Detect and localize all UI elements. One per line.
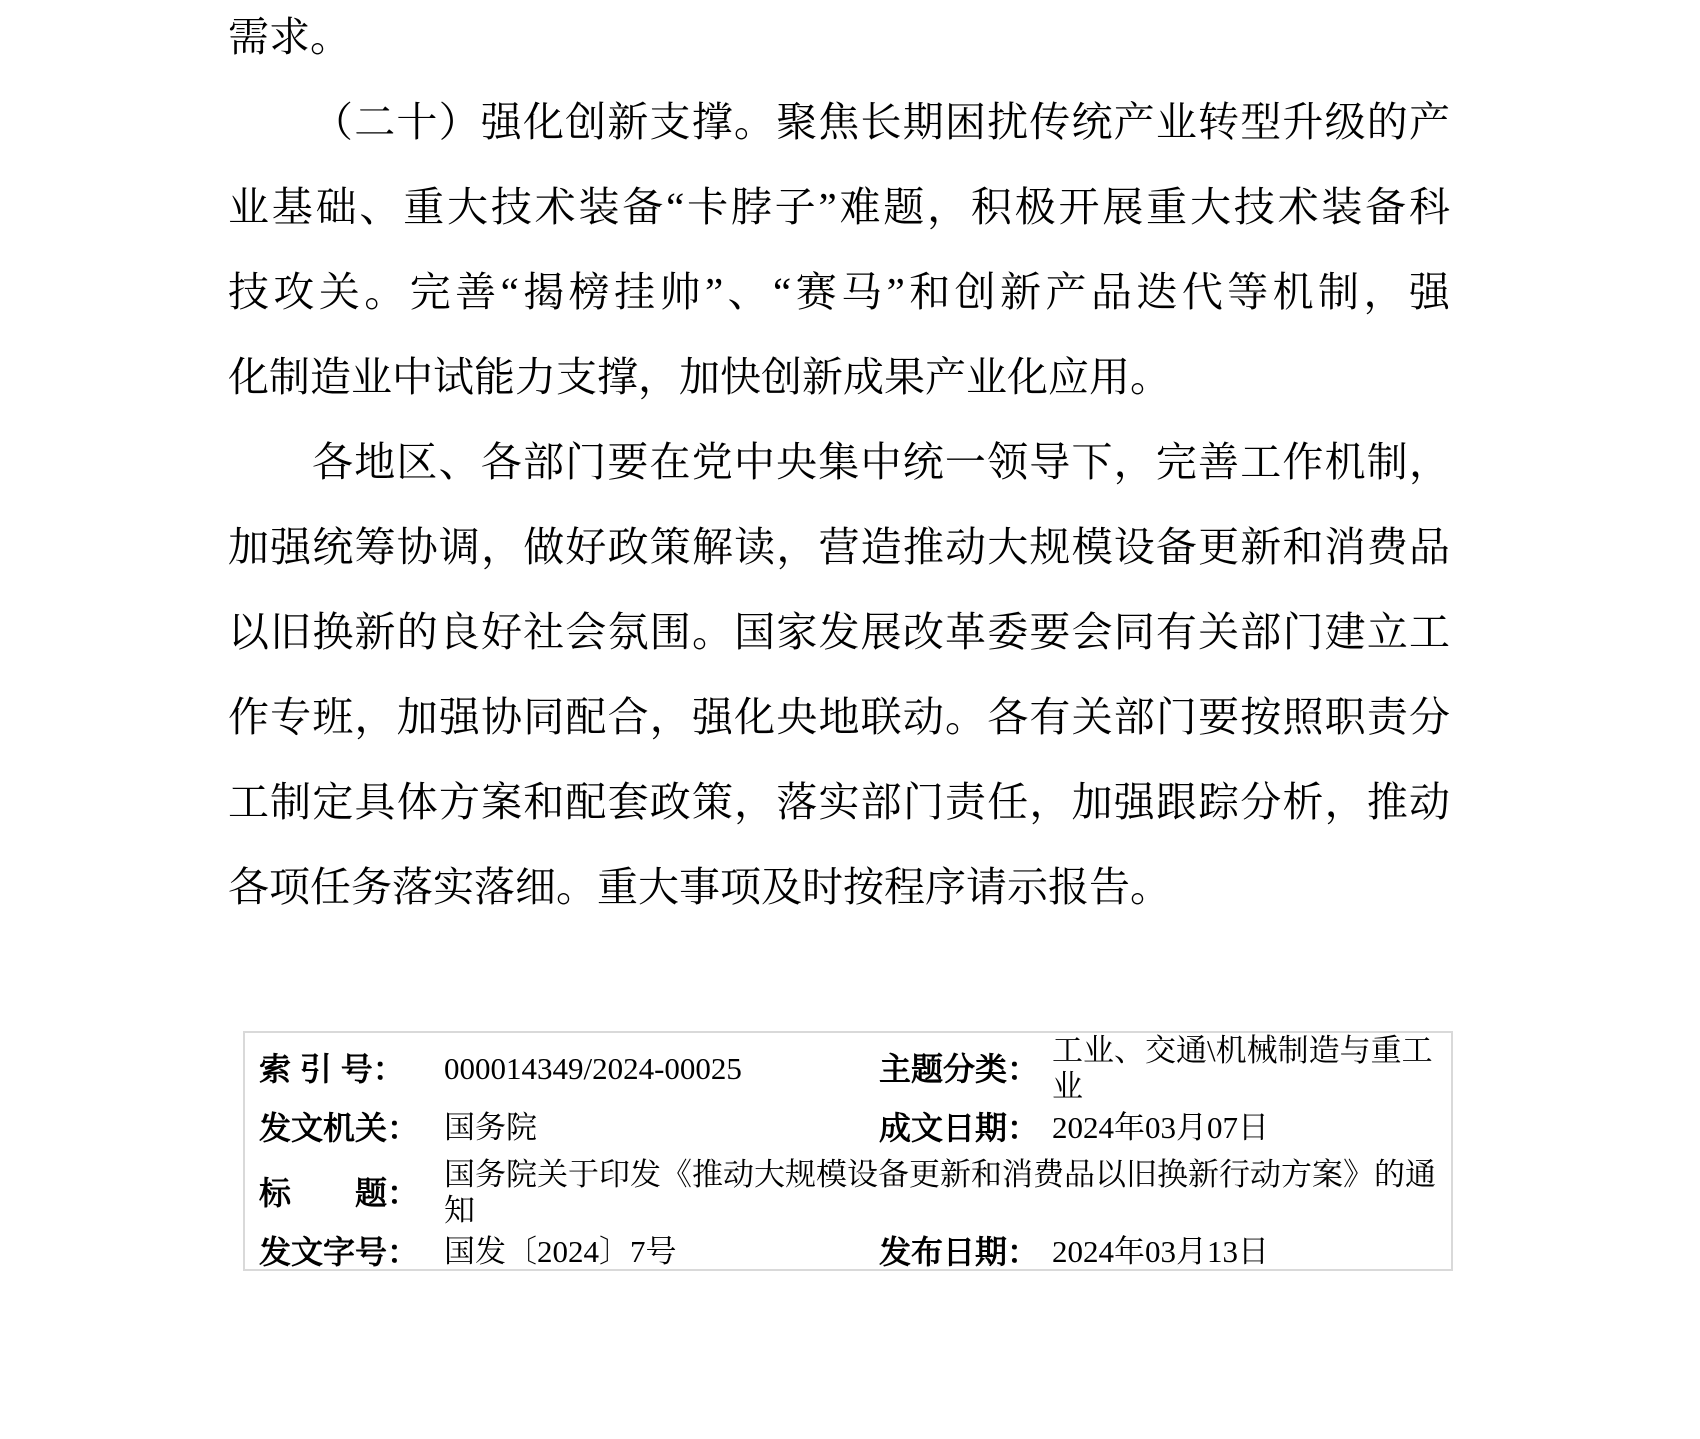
meta-value-doc-number: 国发〔2024〕7号	[444, 1234, 677, 1269]
meta-label-publish-date: 发布日期：	[879, 1234, 1040, 1270]
meta-value-issuer: 国务院	[444, 1110, 537, 1145]
meta-label-topic: 主题分类：	[879, 1051, 1040, 1087]
meta-label-written-date: 成文日期：	[879, 1110, 1040, 1146]
meta-value-written-date: 2024年03月07日	[1052, 1110, 1269, 1145]
meta-label-index: 索 引 号：	[259, 1051, 405, 1087]
meta-value-topic: 工业、交通\机械制造与重工业	[1052, 1033, 1433, 1104]
meta-label-doc-number: 发文字号：	[259, 1234, 420, 1270]
document-body	[228, 0, 1450, 930]
body-line: 各项任务落实落细。重大事项及时按程序请示报告。	[228, 864, 1171, 910]
body-line: 加强统筹协调，做好政策解读，营造推动大规模设备更新和消费品	[228, 524, 1450, 570]
body-line: 需求。	[228, 14, 351, 60]
meta-value-index: 000014349/2024-00025	[444, 1051, 742, 1086]
body-line: 作专班，加强协同配合，强化央地联动。各有关部门要按照职责分	[228, 694, 1450, 740]
meta-label-issuer: 发文机关：	[259, 1110, 420, 1146]
body-line: 以旧换新的良好社会氛围。国家发展改革委要会同有关部门建立工	[228, 609, 1450, 655]
body-line: （二十）强化创新支撑。聚焦长期困扰传统产业转型升级的产	[312, 99, 1450, 145]
body-line: 技攻关。完善“揭榜挂帅”、“赛马”和创新产品迭代等机制，强	[228, 269, 1450, 315]
meta-value-publish-date: 2024年03月13日	[1052, 1234, 1269, 1269]
document-meta-table	[243, 1031, 1453, 1271]
meta-label-title: 标 题：	[259, 1175, 420, 1211]
body-line: 工制定具体方案和配套政策，落实部门责任，加强跟踪分析，推动	[228, 779, 1450, 825]
body-line: 业基础、重大技术装备“卡脖子”难题，积极开展重大技术装备科	[228, 184, 1450, 230]
body-line: 各地区、各部门要在党中央集中统一领导下，完善工作机制，	[312, 439, 1450, 485]
meta-value-title: 国务院关于印发《推动大规模设备更新和消费品以旧换新行动方案》的通知	[444, 1157, 1436, 1228]
body-line: 化制造业中试能力支撑，加快创新成果产业化应用。	[228, 354, 1171, 400]
